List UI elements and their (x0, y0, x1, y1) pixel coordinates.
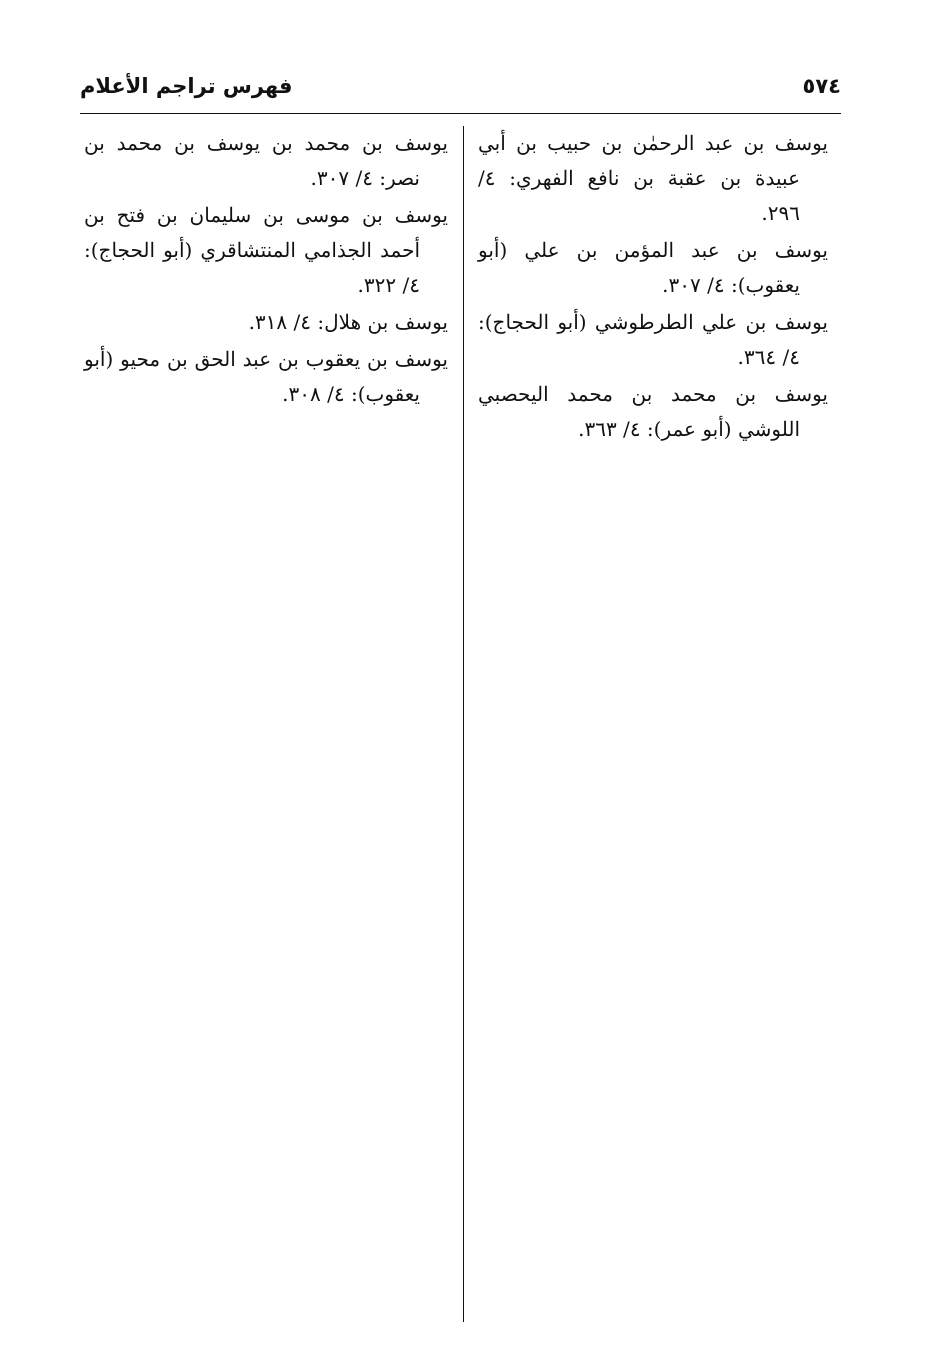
index-entry: يوسف بن هلال: ٤/ ٣١٨. (248, 310, 448, 334)
index-entry: يوسف بن علي الطرطوشي (أبو الحجاج): ٤/ ٣٦٤. (478, 310, 828, 369)
index-entry: يوسف بن محمد بن محمد اليحصبي اللوشي (أبو عمر): ٤/ ٣٦٣. (478, 382, 828, 441)
index-entry: يوسف بن يعقوب بن عبد الحق بن محيو (أبو يعقوب): ٤/ ٣٠٨. (84, 347, 448, 406)
index-column-right (478, 126, 828, 449)
index-entry: يوسف بن عبد الرحمٰن بن حبيب بن أبي عبيدة بن عقبة بن نافع الفهري: ٤/ ٢٩٦. (478, 131, 828, 225)
index-entry: يوسف بن موسى بن سليمان بن فتح بن أحمد الجذامي المنتشاقري (أبو الحجاج): ٤/ ٣٢٢. (84, 203, 448, 297)
running-title: فهرس تراجم الأعلام (80, 74, 293, 98)
page-header (80, 74, 841, 114)
index-entry: يوسف بن محمد بن يوسف بن محمد بن نصر: ٤/ ٣٠٧. (84, 131, 448, 190)
page-number: ٥٧٤ (802, 74, 841, 98)
header-rule (80, 113, 841, 114)
index-column-left (84, 126, 448, 414)
column-divider (463, 126, 464, 1322)
index-entry: يوسف بن عبد المؤمن بن علي (أبو يعقوب): ٤/ ٣٠٧. (478, 238, 828, 297)
